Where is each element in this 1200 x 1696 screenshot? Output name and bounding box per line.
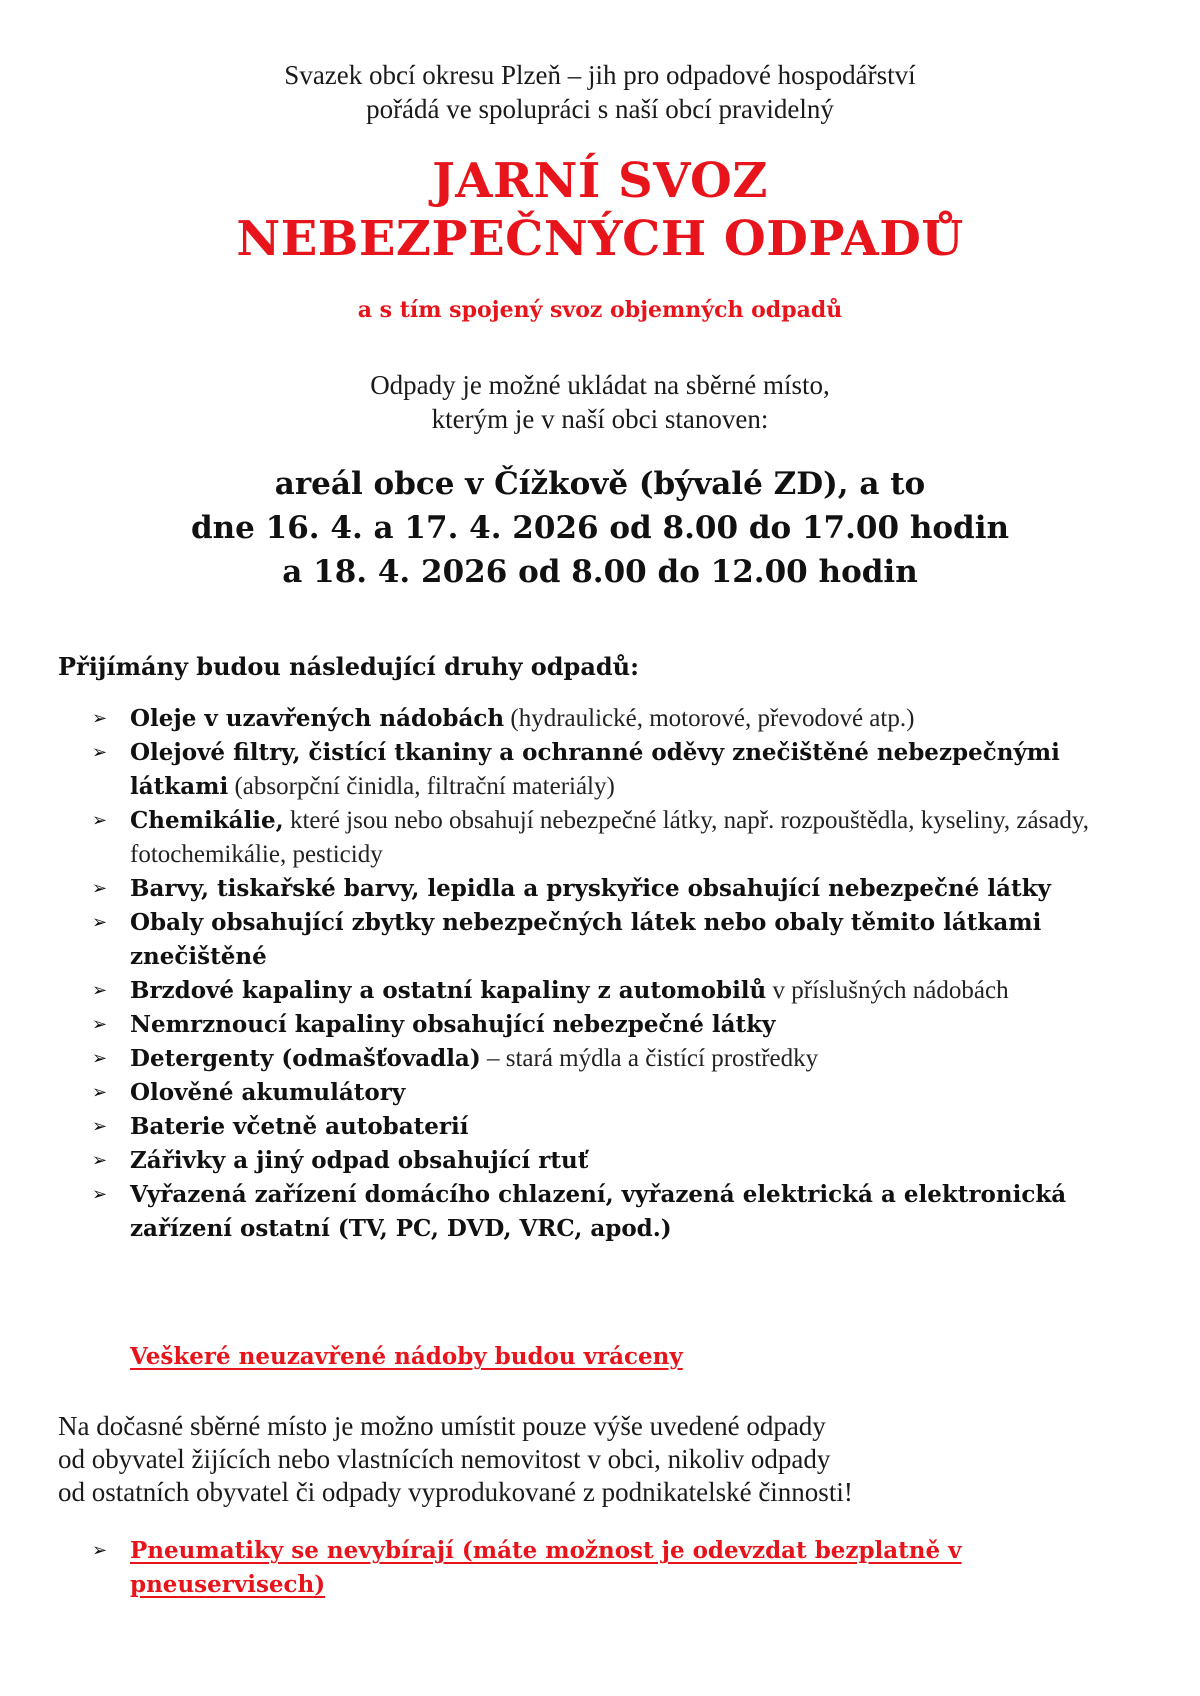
page-title (0, 152, 1200, 268)
title-line-2: NEBEZPEČNÝCH ODPADŮ (236, 211, 964, 267)
collection-intro-line-2: kterým je v naší obci stanoven: (431, 404, 769, 434)
intro-line-2: pořádá ve spolupráci s naší obcí pravidelný (366, 94, 834, 124)
item-bold: Zářivky a jiný odpad obsahující rtuť (130, 1147, 589, 1174)
intro-line-1: Svazek obcí okresu Plzeň – jih pro odpadové hospodářství (284, 60, 916, 90)
list-item (92, 804, 1152, 872)
list-item (92, 1144, 1152, 1178)
arrow-bullet-icon: ➢ (92, 1184, 108, 1205)
item-detail: které jsou nebo obsahují nebezpečné látky, např. rozpouštědla, kyseliny, zásady, fotochemikálie, pesticidy (130, 807, 1089, 868)
list-item (92, 1178, 1152, 1246)
collection-point-intro (0, 368, 1200, 436)
collection-place-and-dates (0, 462, 1200, 594)
item-bold: Brzdové kapaliny a ostatní kapaliny z automobilů (130, 977, 767, 1004)
accepted-waste-list (92, 702, 1152, 1246)
item-bold: Nemrznoucí kapaliny obsahující nebezpečné látky (130, 1011, 776, 1038)
item-detail: (absorpční činidla, filtrační materiály) (228, 773, 615, 800)
arrow-bullet-icon: ➢ (92, 1540, 108, 1561)
item-bold: Olověné akumulátory (130, 1079, 406, 1106)
arrow-bullet-icon: ➢ (92, 708, 108, 729)
item-bold: Olejové filtry, čistící tkaniny a ochranné oděvy znečištěné nebezpečnými látkami (130, 739, 1060, 800)
item-bold: Baterie včetně autobaterií (130, 1113, 469, 1140)
arrow-bullet-icon: ➢ (92, 810, 108, 831)
collection-dates-2: a 18. 4. 2026 od 8.00 do 12.00 hodin (282, 554, 918, 590)
collection-place: areál obce v Čížkově (bývalé ZD), a to (274, 466, 926, 502)
residents-only-notice (58, 1410, 1158, 1509)
item-detail: v příslušných nádobách (766, 977, 1009, 1004)
list-item (92, 906, 1152, 974)
organizer-intro (0, 58, 1200, 126)
item-detail: – stará mýdla a čistící prostředky (480, 1045, 819, 1072)
notice-line-3: od ostatních obyvatel či odpady vyprodukované z podnikatelské činnosti! (58, 1477, 853, 1507)
list-item (92, 1076, 1152, 1110)
collection-dates-1: dne 16. 4. a 17. 4. 2026 od 8.00 do 17.00 hodin (190, 510, 1010, 546)
item-bold: Vyřazená zařízení domácího chlazení, vyřazená elektrická a elektronická zařízení ostatní (TV, PC, DVD, VRC, apod.) (130, 1181, 1067, 1242)
list-item (92, 1110, 1152, 1144)
notice-line-2: od obyvatel žijících nebo vlastnících nemovitost v obci, nikoliv odpady (58, 1444, 831, 1474)
arrow-bullet-icon: ➢ (92, 912, 108, 933)
item-bold: Detergenty (odmašťovadla) (130, 1045, 481, 1072)
list-item (92, 1008, 1152, 1042)
list-item (92, 974, 1152, 1008)
item-detail: (hydraulické, motorové, převodové atp.) (504, 705, 915, 732)
arrow-bullet-icon: ➢ (92, 742, 108, 763)
arrow-bullet-icon: ➢ (92, 1082, 108, 1103)
page-subtitle: a s tím spojený svoz objemných odpadů (357, 297, 843, 323)
item-bold: Chemikálie, (130, 807, 284, 834)
item-bold: Obaly obsahující zbytky nebezpečných látek nebo obaly těmito látkami znečištěné (130, 909, 1042, 970)
list-item (92, 702, 1152, 736)
notice-line-1: Na dočasné sběrné místo je možno umístit pouze výše uvedené odpady (58, 1411, 826, 1441)
collection-intro-line-1: Odpady je možné ukládat na sběrné místo, (370, 370, 830, 400)
tyres-text: Pneumatiky se nevybírají (máte možnost je odevzdat bezplatně v pneuservisech) (130, 1537, 962, 1598)
arrow-bullet-icon: ➢ (92, 1116, 108, 1137)
unsealed-containers-warning: Veškeré neuzavřené nádoby budou vráceny (130, 1343, 683, 1370)
arrow-bullet-icon: ➢ (92, 1048, 108, 1069)
arrow-bullet-icon: ➢ (92, 980, 108, 1001)
list-item (92, 872, 1152, 906)
arrow-bullet-icon: ➢ (92, 878, 108, 899)
tyres-not-accepted-notice (92, 1534, 1130, 1602)
list-item (92, 1042, 1152, 1076)
item-bold: Oleje v uzavřených nádobách (130, 705, 505, 732)
list-item (92, 736, 1152, 804)
item-bold: Barvy, tiskařské barvy, lepidla a pryskyřice obsahující nebezpečné látky (130, 875, 1051, 902)
accepted-waste-heading: Přijímány budou následující druhy odpadů: (58, 652, 639, 681)
arrow-bullet-icon: ➢ (92, 1150, 108, 1171)
arrow-bullet-icon: ➢ (92, 1014, 108, 1035)
title-line-1: JARNÍ SVOZ (432, 153, 768, 209)
